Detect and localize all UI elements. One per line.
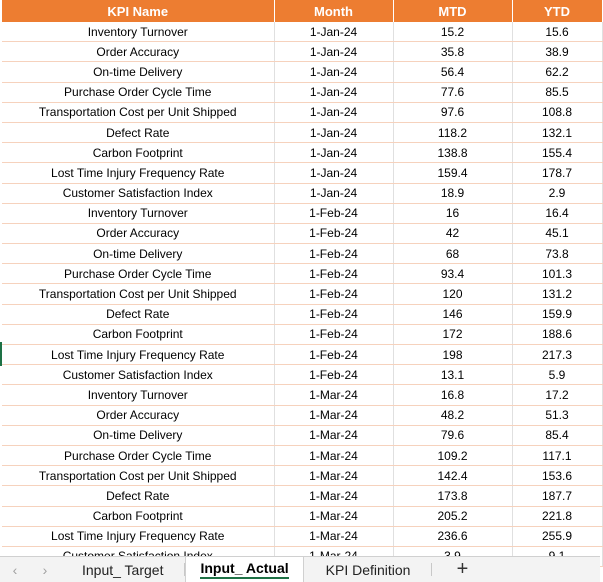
cell-month[interactable]: 1-Feb-24: [274, 284, 393, 304]
cell-ytd[interactable]: 85.4: [512, 425, 602, 445]
table-row: [2, 82, 602, 102]
cell-month[interactable]: 1-Mar-24: [274, 385, 393, 405]
cell-mtd[interactable]: 48.2: [393, 405, 512, 425]
kpi-actual-table: [2, 0, 603, 567]
table-row: [2, 143, 602, 163]
cell-ytd[interactable]: 108.8: [512, 102, 602, 122]
cell-month[interactable]: 1-Feb-24: [274, 223, 393, 243]
cell-month[interactable]: 1-Feb-24: [274, 203, 393, 223]
cell-ytd[interactable]: 17.2: [512, 385, 602, 405]
table-row: [2, 102, 602, 122]
cell-kpi-name[interactable]: Transportation Cost per Unit Shipped: [2, 284, 274, 304]
cell-ytd[interactable]: 117.1: [512, 445, 602, 465]
table-row: [2, 284, 602, 304]
cell-mtd[interactable]: 15.2: [393, 22, 512, 42]
cell-ytd[interactable]: 159.9: [512, 304, 602, 324]
cell-kpi-name[interactable]: Order Accuracy: [2, 42, 274, 62]
tab-input-target[interactable]: [60, 557, 185, 582]
cell-month[interactable]: 1-Feb-24: [274, 264, 393, 284]
table-row: [2, 203, 602, 223]
cell-kpi-name[interactable]: Lost Time Injury Frequency Rate: [2, 526, 274, 546]
table-row: [2, 183, 602, 203]
cell-kpi-name[interactable]: Transportation Cost per Unit Shipped: [2, 466, 274, 486]
cell-ytd[interactable]: 101.3: [512, 264, 602, 284]
table-row: [2, 486, 602, 506]
cell-month[interactable]: 1-Jan-24: [274, 102, 393, 122]
cell-month[interactable]: 1-Feb-24: [274, 324, 393, 344]
cell-ytd[interactable]: 255.9: [512, 526, 602, 546]
tab-input-target-label: Input_ Target: [82, 561, 164, 578]
tab-kpi-definition-label: KPI Definition: [325, 561, 411, 578]
table-row: [2, 385, 602, 405]
table-row: [2, 264, 602, 284]
next-sheet-arrow-icon[interactable]: ›: [42, 561, 48, 578]
table-row: [2, 62, 602, 82]
tab-input-actual-label: Input_ Actual: [200, 560, 288, 579]
cell-mtd[interactable]: 118.2: [393, 122, 512, 142]
cell-ytd[interactable]: 131.2: [512, 284, 602, 304]
cell-ytd[interactable]: 178.7: [512, 163, 602, 183]
cell-mtd[interactable]: 142.4: [393, 466, 512, 486]
cell-kpi-name[interactable]: Defect Rate: [2, 304, 274, 324]
cell-month[interactable]: 1-Jan-24: [274, 42, 393, 62]
cell-mtd[interactable]: 97.6: [393, 102, 512, 122]
table-row: [2, 405, 602, 425]
cell-month[interactable]: 1-Feb-24: [274, 365, 393, 385]
table-row: [2, 42, 602, 62]
cell-kpi-name[interactable]: Transportation Cost per Unit Shipped: [2, 102, 274, 122]
cell-month[interactable]: 1-Mar-24: [274, 506, 393, 526]
table-row: [2, 304, 602, 324]
table-row: [2, 122, 602, 142]
tab-input-actual[interactable]: [185, 557, 303, 582]
cell-mtd[interactable]: 79.6: [393, 425, 512, 445]
cell-ytd[interactable]: 62.2: [512, 62, 602, 82]
cell-month[interactable]: 1-Jan-24: [274, 143, 393, 163]
cell-kpi-name[interactable]: Inventory Turnover: [2, 22, 274, 42]
cell-mtd[interactable]: 16: [393, 203, 512, 223]
table-row: [2, 506, 602, 526]
cell-ytd[interactable]: 15.6: [512, 22, 602, 42]
table-row: [2, 345, 602, 365]
cell-kpi-name[interactable]: On-time Delivery: [2, 62, 274, 82]
cell-kpi-name[interactable]: Defect Rate: [2, 486, 274, 506]
cell-mtd[interactable]: 68: [393, 244, 512, 264]
table-row: [2, 223, 602, 243]
cell-ytd[interactable]: 45.1: [512, 223, 602, 243]
cell-month[interactable]: 1-Mar-24: [274, 526, 393, 546]
cell-kpi-name[interactable]: On-time Delivery: [2, 425, 274, 445]
cell-mtd[interactable]: 173.8: [393, 486, 512, 506]
header-mtd[interactable]: MTD: [393, 0, 512, 22]
table-row: [2, 425, 602, 445]
cell-month[interactable]: 1-Jan-24: [274, 163, 393, 183]
cell-mtd[interactable]: 56.4: [393, 62, 512, 82]
cell-month[interactable]: 1-Feb-24: [274, 244, 393, 264]
cell-kpi-name[interactable]: Carbon Footprint: [2, 143, 274, 163]
cell-ytd[interactable]: 16.4: [512, 203, 602, 223]
cell-ytd[interactable]: 132.1: [512, 122, 602, 142]
cell-kpi-name[interactable]: Lost Time Injury Frequency Rate: [2, 345, 274, 365]
cell-mtd[interactable]: 172: [393, 324, 512, 344]
cell-month[interactable]: 1-Jan-24: [274, 82, 393, 102]
cell-month[interactable]: 1-Jan-24: [274, 122, 393, 142]
cell-kpi-name[interactable]: Inventory Turnover: [2, 385, 274, 405]
add-sheet-plus-icon[interactable]: +: [456, 558, 469, 580]
table-row: [2, 244, 602, 264]
cell-ytd[interactable]: 221.8: [512, 506, 602, 526]
cell-mtd[interactable]: 109.2: [393, 445, 512, 465]
cell-mtd[interactable]: 120: [393, 284, 512, 304]
cell-ytd[interactable]: 2.9: [512, 183, 602, 203]
table-row: [2, 365, 602, 385]
cell-mtd[interactable]: 159.4: [393, 163, 512, 183]
cell-ytd[interactable]: 217.3: [512, 345, 602, 365]
cell-mtd[interactable]: 205.2: [393, 506, 512, 526]
cell-month[interactable]: 1-Mar-24: [274, 425, 393, 445]
cell-month[interactable]: 1-Mar-24: [274, 466, 393, 486]
cell-mtd[interactable]: 18.9: [393, 183, 512, 203]
cell-ytd[interactable]: 187.7: [512, 486, 602, 506]
cell-mtd[interactable]: 138.8: [393, 143, 512, 163]
cell-mtd[interactable]: 236.6: [393, 526, 512, 546]
cell-mtd[interactable]: 146: [393, 304, 512, 324]
cell-kpi-name[interactable]: Order Accuracy: [2, 405, 274, 425]
cell-ytd[interactable]: 5.9: [512, 365, 602, 385]
cell-month[interactable]: 1-Mar-24: [274, 486, 393, 506]
cell-kpi-name[interactable]: Customer Satisfaction Index: [2, 365, 274, 385]
cell-mtd[interactable]: 93.4: [393, 264, 512, 284]
cell-kpi-name[interactable]: Purchase Order Cycle Time: [2, 264, 274, 284]
cell-month[interactable]: 1-Jan-24: [274, 62, 393, 82]
cell-mtd[interactable]: 42: [393, 223, 512, 243]
cell-ytd[interactable]: 188.6: [512, 324, 602, 344]
cell-kpi-name[interactable]: Customer Satisfaction Index: [2, 183, 274, 203]
prev-sheet-arrow-icon[interactable]: ‹: [12, 561, 18, 578]
cell-mtd[interactable]: 77.6: [393, 82, 512, 102]
header-ytd[interactable]: YTD: [512, 0, 602, 22]
cell-mtd[interactable]: 198: [393, 345, 512, 365]
cell-mtd[interactable]: 16.8: [393, 385, 512, 405]
cell-ytd[interactable]: 155.4: [512, 143, 602, 163]
cell-month[interactable]: 1-Mar-24: [274, 445, 393, 465]
sheet-tab-bar: [0, 556, 600, 582]
table-row: [2, 466, 602, 486]
cell-ytd[interactable]: 153.6: [512, 466, 602, 486]
cell-mtd[interactable]: 13.1: [393, 365, 512, 385]
table-row: [2, 22, 602, 42]
table-row: [2, 163, 602, 183]
cell-kpi-name[interactable]: Carbon Footprint: [2, 324, 274, 344]
tab-kpi-definition[interactable]: [304, 557, 433, 582]
header-month[interactable]: Month: [274, 0, 393, 22]
cell-month[interactable]: 1-Mar-24: [274, 405, 393, 425]
cell-month[interactable]: 1-Feb-24: [274, 304, 393, 324]
cell-kpi-name[interactable]: Lost Time Injury Frequency Rate: [2, 163, 274, 183]
table-row: [2, 526, 602, 546]
table-row: [2, 445, 602, 465]
cell-mtd[interactable]: 35.8: [393, 42, 512, 62]
cell-month[interactable]: 1-Jan-24: [274, 22, 393, 42]
cell-kpi-name[interactable]: Carbon Footprint: [2, 506, 274, 526]
cell-kpi-name[interactable]: On-time Delivery: [2, 244, 274, 264]
table-row: [2, 324, 602, 344]
cell-ytd[interactable]: 38.9: [512, 42, 602, 62]
header-row: [2, 0, 602, 22]
cell-kpi-name[interactable]: Purchase Order Cycle Time: [2, 445, 274, 465]
header-kpi-name[interactable]: KPI Name: [2, 0, 274, 22]
cell-ytd[interactable]: 85.5: [512, 82, 602, 102]
cell-ytd[interactable]: 51.3: [512, 405, 602, 425]
cell-ytd[interactable]: 73.8: [512, 244, 602, 264]
cell-month[interactable]: 1-Jan-24: [274, 183, 393, 203]
cell-kpi-name[interactable]: Defect Rate: [2, 122, 274, 142]
cell-kpi-name[interactable]: Inventory Turnover: [2, 203, 274, 223]
cell-month[interactable]: 1-Feb-24: [274, 345, 393, 365]
cell-kpi-name[interactable]: Order Accuracy: [2, 223, 274, 243]
cell-kpi-name[interactable]: Purchase Order Cycle Time: [2, 82, 274, 102]
